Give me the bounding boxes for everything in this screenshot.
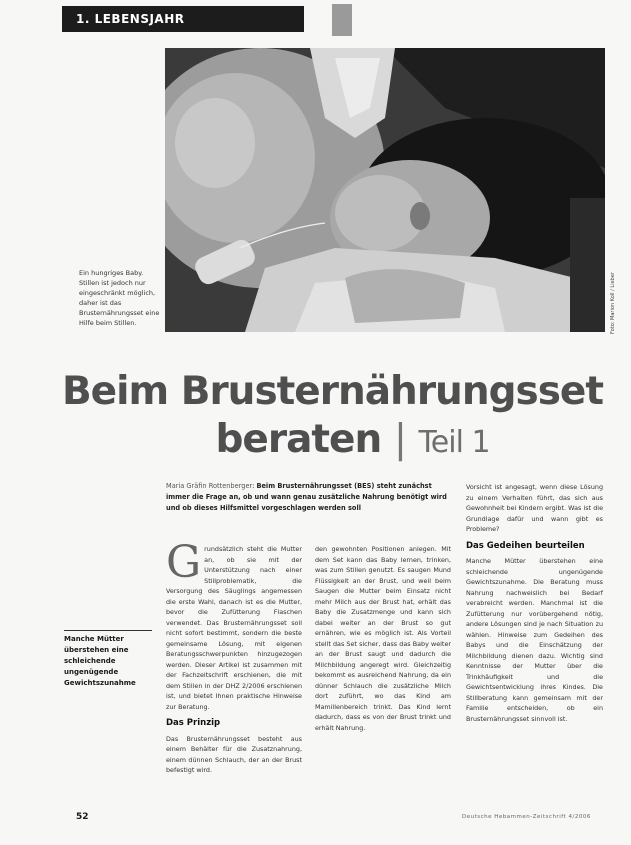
section-label: 1. LEBENSJAHR xyxy=(76,12,185,26)
title-word-beraten: beraten xyxy=(215,417,382,462)
column-3-body-2: Manche Mütter überstehen eine schleichende ungenügende Gewichtszunahme. Die Beratung muss Nahrung nachweislich bei Bedarf verabreicht werden. Manchmal ist die Zufütterung nur vorübergehend nötig, andere Lösungen sind je nach Situation zu wählen. Hinweise zum Gedeihen des Babys und die Einschätzung der Milchbildung dienen dazu. Wichtig sind Kenntnisse der Mutter über die Trinkhäufigkeit und die Gewichtsentwicklung ihres Kindes. Die Stillberatung kann gemeinsam mit der Familie entscheiden, ob ein Brusternährungsset sinnvoll ist. xyxy=(466,557,603,723)
photo-caption: Ein hungriges Baby. Stillen ist jedoch nur eingeschränkt möglich, daher ist das Brusternährungsset eine Hilfe beim Stillen. xyxy=(79,269,160,327)
lead-text: Beim Brusternährungsset (BES) steht zunächst immer die Frage an, ob und wann genau zusätzliche Nahrung benötigt wird und ob dieses Hilfsmittel vorgeschlagen werden soll xyxy=(166,482,447,512)
title-part: Teil 1 xyxy=(418,425,490,460)
column-2-body: den gewohnten Positionen anlegen. Mit dem Set kann das Baby lernen, trinken, was zum Stillen genutzt. Es saugen Mund Flüssigkeit an der Brust, und weil beim Saugen die Mutter beim Einsatz nicht mehr Milch aus der Brust hat, erhält das Baby die Zusatzmenge und kann sich dabei weiter an der Brust so gut ernähren, wie es möglich ist. Als Vorteil stellt das Set sicher, dass das Baby weiter an der Brust saugt und dadurch die Milchbildung angeregt wird. Gleichzeitig bekommt es ausreichend Nahrung, da ein dünner Schlauch die zusätzliche Milch dort zuführt, wo das Kind am Mamillenbereich trinkt. Das Kind lernt dadurch, dass es von der Brust trinkt und erhält Nahrung. xyxy=(315,545,451,732)
title-line-1: Beim Brusternährungsset xyxy=(61,369,604,414)
subheading-das-prinzip: Das Prinzip xyxy=(166,718,221,728)
section-tab-marker xyxy=(332,4,352,36)
article-lead: Maria Gräfin Rottenberger: Beim Brusternährungsset (BES) steht zunächst immer die Frage an, ob und wann genau zusätzliche Nahrung benötigt wird und ob dieses Hilfsmittel vorgeschlagen werden soll xyxy=(166,482,447,512)
breastfeeding-photo-illustration xyxy=(165,48,605,332)
pull-quote: Manche Mütter überstehen eine schleichende ungenügende Gewichtszunahme xyxy=(64,630,152,689)
photo-credit xyxy=(607,255,617,335)
title-line-2 xyxy=(60,416,605,467)
author-name: Maria Gräfin Rottenberger xyxy=(166,482,253,490)
article-title xyxy=(60,368,605,467)
title-separator: | xyxy=(393,417,406,462)
column-1-body: rundsätzlich steht die Mutter an, ob sie mit der Unterstützung nach einer Stillproblematik, die Versorgung des Säuglings angemessen die erste Wahl, danach ist es die Mutter, bevor die Zufütterung Flaschen verwendet. Das Brusternährungsset soll nicht sofort bestimmt, sondern die beste gemeinsame Lösung, mit eigenen Beratungsschwerpunkten hinzugezogen werden. Dieser Artikel ist zusammen mit der Fachzeitschrift erschienen, die mit dem Stillen in der DHZ 2/2006 erschienen ist, und bietet Ihnen praktische Hinweise zur Beratung. xyxy=(166,545,302,711)
column-3-body: Vorsicht ist angesagt, wenn diese Lösung zu einem Verhalten führt, das sich aus Gewohnheit bei Kindern ergibt. Was ist die Grundlage dafür und wann gibt es Probleme? xyxy=(466,483,603,533)
subheading-gedeihen: Das Gedeihen beurteilen xyxy=(466,540,585,551)
column-2 xyxy=(315,544,451,733)
column-3 xyxy=(466,482,603,724)
journal-footer: Deutsche Hebammen-Zeitschrift 4/2006 xyxy=(462,814,591,820)
dropcap: G xyxy=(166,537,202,588)
article-photo xyxy=(165,48,605,332)
column-1-body-2: Das Brusternährungsset besteht aus einem Behälter für die Zusatznahrung, einem dünnen Schlauch, der an der Brust befestigt wird. xyxy=(166,734,302,774)
column-1 xyxy=(166,537,302,776)
section-header xyxy=(62,6,304,32)
page-number: 52 xyxy=(76,812,89,822)
photo-credit-text: Foto: Marion Koll / Lieber xyxy=(610,272,616,334)
